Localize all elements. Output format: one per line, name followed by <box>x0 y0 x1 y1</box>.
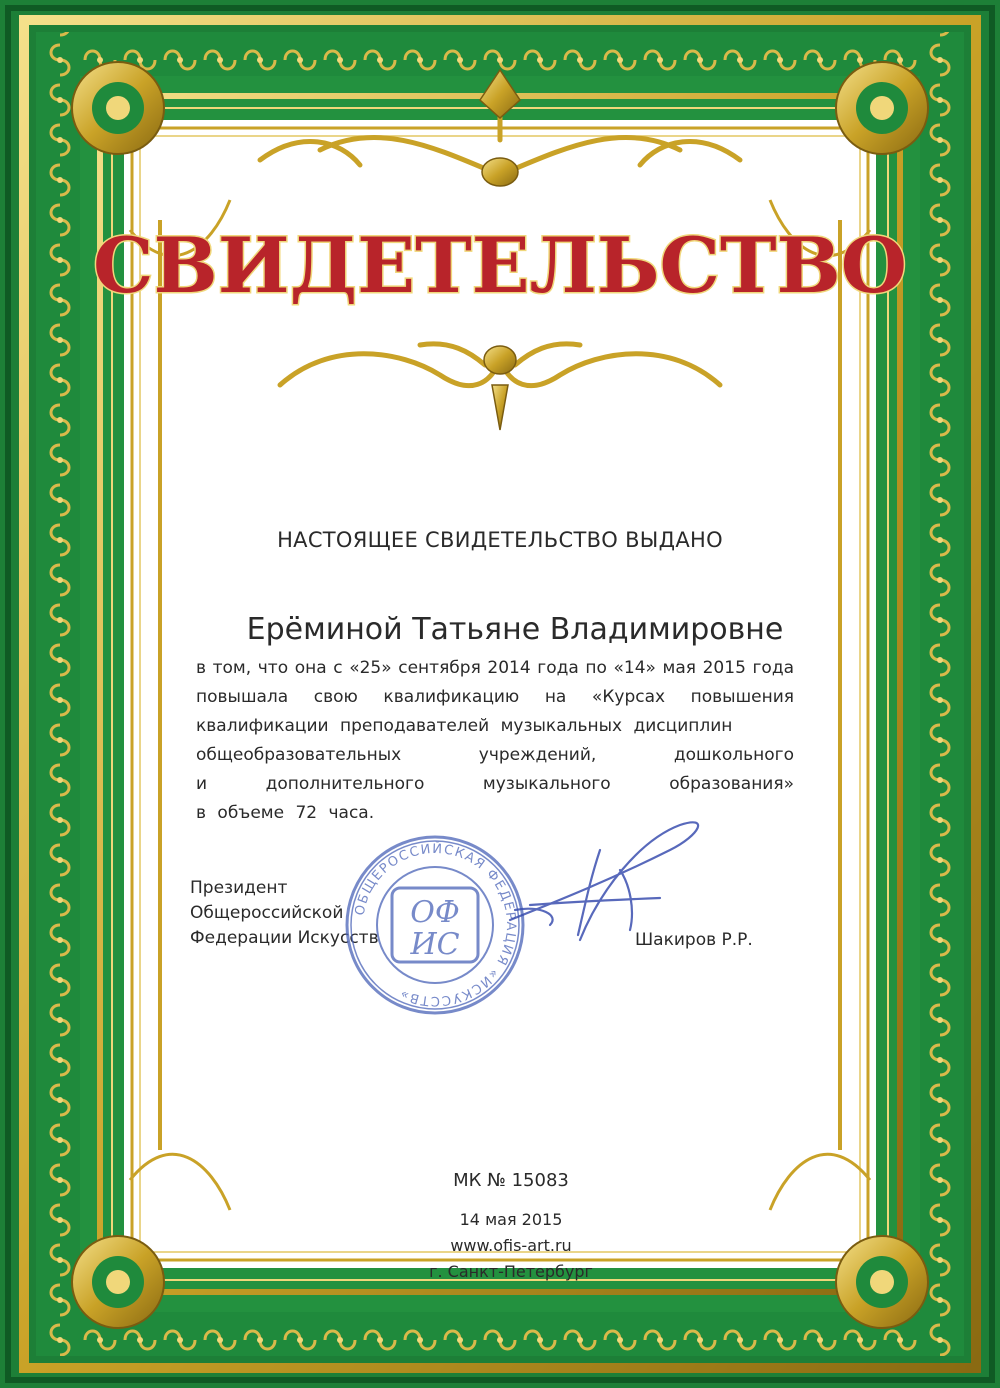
body-line: квалификации преподавателей музыкальных дисциплин <box>196 716 733 736</box>
body-line: общеобразовательных учреждений, дошкольного <box>196 745 794 765</box>
certificate-heading: НАСТОЯЩЕЕ СВИДЕТЕЛЬСТВО ВЫДАНО <box>277 528 723 552</box>
certificate-title <box>93 212 907 322</box>
stamp-logo-top: ОФ <box>410 895 460 930</box>
body-line: в объеме 72 часа. <box>196 803 375 823</box>
stamp-ring-text: ОБЩЕРОССИЙСКАЯ ФЕДЕРАЦИЯ «ИСКУССТВ» <box>352 841 519 1009</box>
signatory-name: Шакиров Р.Р. <box>635 930 753 950</box>
issue-city: г. Санкт-Петербург <box>429 1262 593 1281</box>
certificate-body <box>196 654 794 828</box>
signatory-title-line: Общероссийской <box>190 903 344 923</box>
recipient-name: Ерёминой Татьяне Владимировне <box>246 612 784 647</box>
title-text: СВИДЕТЕЛЬСТВО <box>93 221 907 310</box>
signatory-title-line: Федерации Искусств <box>190 928 379 948</box>
body-line: в том, что она с «25» сентября 2014 года по «14» мая 2015 года <box>196 658 794 678</box>
body-line: и дополнительного музыкального образования» <box>196 774 794 794</box>
body-line: повышала свою квалификацию на «Курсах повышения <box>196 687 794 707</box>
certificate-number: МК № 15083 <box>453 1170 569 1191</box>
stamp-logo-bottom: ИС <box>410 927 460 962</box>
signatory-title-line: Президент <box>190 878 288 898</box>
issue-date: 14 мая 2015 <box>459 1210 563 1229</box>
website: www.ofis-art.ru <box>450 1236 572 1255</box>
